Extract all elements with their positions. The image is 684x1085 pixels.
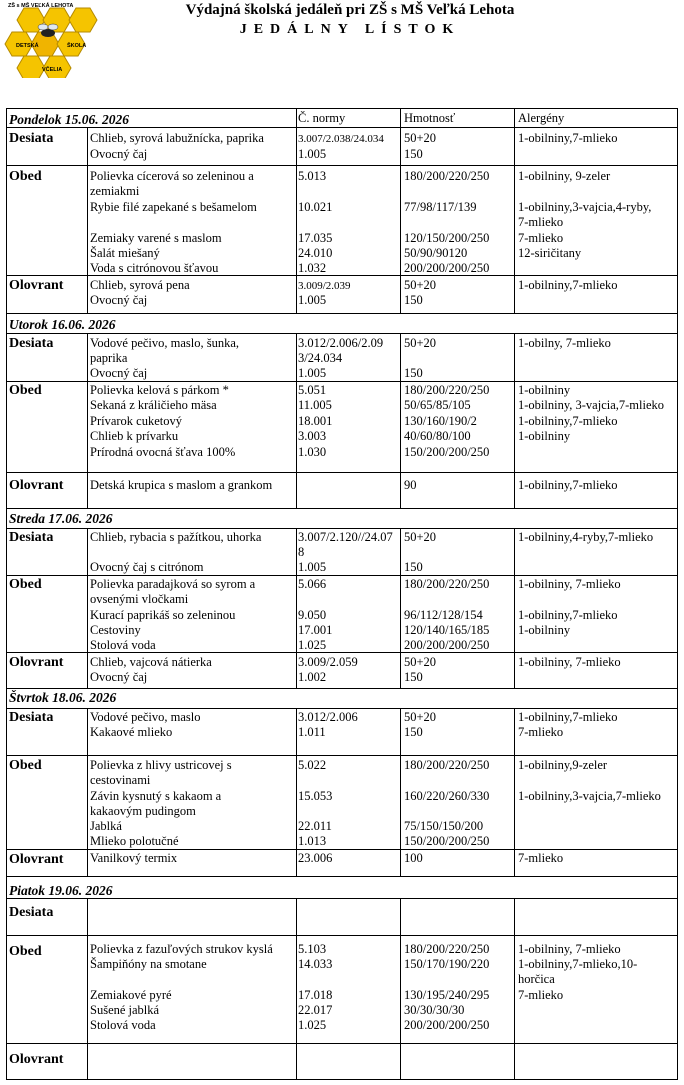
svg-text:VČELIA: VČELIA [42,67,63,73]
dish: Jablká [90,819,122,833]
weight: 180/200/220/250 [404,942,490,956]
norm: 17.018 [298,988,333,1002]
weight: 150 [404,560,423,574]
table-rule [6,508,678,509]
meal-label: Desiata [9,530,54,545]
norm: 15.053 [298,789,333,803]
allergens: 1-obilniny,7-mlieko,10- [518,957,638,971]
page-subtitle: JEDÁLNY LÍSTOK [239,22,461,37]
dish: Polievka z hlivy ustricovej s [90,758,232,772]
dish: Cestoviny [90,623,141,637]
dish: Ovocný čaj [90,293,148,307]
table-rule [6,755,678,756]
dish: Detská krupica s maslom a grankom [90,478,273,492]
norm: 3.012/2.006/2.09 [298,336,384,350]
day-label: Štvrtok 18.06. 2026 [9,690,117,705]
norm: 1.011 [298,725,326,739]
dish: Ovocný čaj [90,366,148,380]
norm: 10.021 [298,200,333,214]
dish: Vanilkový termix [90,851,178,865]
norm: 3.003 [298,429,327,443]
svg-text:ŠKOLA: ŠKOLA [67,43,87,49]
dish: Šalát miešaný [90,246,160,260]
column-header-norm: Č. normy [298,111,346,125]
weight: 30/30/30/30 [404,1003,465,1017]
weight: 150/200/200/250 [404,445,490,459]
dish: Ovocný čaj [90,147,148,161]
meal-label: Obed [9,169,42,184]
day-label: Streda 17.06. 2026 [9,511,113,526]
weight: 120/140/165/185 [404,623,490,637]
weight: 160/220/260/330 [404,789,490,803]
weight: 50+20 [404,655,437,669]
school-logo [4,2,98,78]
norm: 5.066 [298,577,327,591]
allergens: 1-obilniny, 9-zeler [518,169,611,183]
weight: 96/112/128/154 [404,608,483,622]
table-rule [87,898,88,1080]
norm: 1.005 [298,366,327,380]
norm: 5.013 [298,169,327,183]
allergens: 1-obilniny, 7-mlieko [518,942,621,956]
weight: 150 [404,147,423,161]
weight: 180/200/220/250 [404,169,490,183]
meal-label: Olovrant [9,655,64,670]
allergens: 1-obilniny,7-mlieko [518,278,618,292]
weight: 40/60/80/100 [404,429,471,443]
norm: 22.017 [298,1003,333,1017]
dish: Vodové pečivo, maslo, šunka, [90,336,240,350]
meal-label: Obed [9,383,42,398]
table-rule [6,313,678,314]
allergens: 1-obilniny,7-mlieko [518,710,618,724]
dish: Rybie filé zapekané s bešamelom [90,200,257,214]
meal-label: Desiata [9,336,54,351]
weight: 200/200/200/250 [404,261,490,275]
dish: Závin kysnutý s kakaom a [90,789,222,803]
dish: Polievka z fazuľových strukov kyslá [90,942,273,956]
norm: 3.007/2.120//24.07 [298,530,393,544]
table-rule [400,108,401,313]
allergens: 1-obilniny [518,383,571,397]
norm: 5.022 [298,758,327,772]
allergens: 1-obilniny,3-vajcia,4-ryby, [518,200,652,214]
table-rule [6,935,678,936]
weight: 180/200/220/250 [404,758,490,772]
weight: 120/150/200/250 [404,231,490,245]
allergens: 1-obilniny, 7-mlieko [518,655,621,669]
table-rule [400,528,401,688]
allergens: 1-obilniny [518,623,571,637]
norm: 1.025 [298,638,327,652]
table-rule [296,708,297,876]
dish: Stolová voda [90,638,156,652]
dish: Polievka paradajková so syrom a [90,577,256,591]
norm: 1.032 [298,261,327,275]
table-rule [6,472,678,473]
norm: 14.033 [298,957,333,971]
weight: 150 [404,725,423,739]
weight: 75/150/150/200 [404,819,484,833]
allergens: 1-obilniny,9-zeler [518,758,608,772]
norm: 9.050 [298,608,327,622]
dish: Mlieko polotučné [90,834,179,848]
table-rule [6,165,678,166]
allergens: 7-mlieko [518,725,564,739]
weight: 77/98/117/139 [404,200,477,214]
table-rule [296,108,297,313]
norm: 17.035 [298,231,333,245]
norm: 1.005 [298,560,327,574]
dish: Sušené jablká [90,1003,160,1017]
allergens: 7-mlieko [518,851,564,865]
meal-label: Obed [9,944,42,959]
norm: 1.013 [298,834,327,848]
table-rule [400,898,401,1080]
norm: 17.001 [298,623,333,637]
table-rule [514,898,515,1080]
column-header-allergens: Alergény [518,111,565,125]
dish: Chlieb k prívarku [90,429,179,443]
allergens: 1-obilniny,3-vajcia,7-mlieko [518,789,661,803]
weight: 200/200/200/250 [404,1018,490,1032]
dish: ovsenými vločkami [90,592,189,606]
norm: 1.005 [298,147,327,161]
weight: 180/200/220/250 [404,577,490,591]
table-rule [400,708,401,876]
allergens: 1-obilniny,7-mlieko [518,478,618,492]
table-rule [6,528,678,529]
day-label: Pondelok 15.06. 2026 [9,112,129,127]
day-label: Piatok 19.06. 2026 [9,883,113,898]
meal-label: Desiata [9,905,54,920]
dish: Prívarok cuketový [90,414,182,428]
table-rule [87,708,88,876]
dish: Vodové pečivo, maslo [90,710,201,724]
weight: 100 [404,851,423,865]
meal-label: Olovrant [9,852,64,867]
table-rule [514,333,515,508]
weight: 50+20 [404,530,437,544]
allergens: 1-obilniny [518,429,571,443]
norm: 23.006 [298,851,333,865]
meal-label: Olovrant [9,478,64,493]
table-rule [6,708,678,709]
meal-label: Obed [9,758,42,773]
weight: 50/90/90120 [404,246,468,260]
norm: 18.001 [298,414,333,428]
meal-label: Olovrant [9,1052,64,1067]
table-rule [87,528,88,688]
norm: 1.025 [298,1018,327,1032]
weight: 90 [404,478,417,492]
allergens: 1-obilniny,7-mlieko [518,608,618,622]
dish: Ovocný čaj [90,670,148,684]
allergens: 1-obilniny,7-mlieko [518,131,618,145]
allergens: 7-mlieko [518,231,564,245]
table-rule [6,333,678,334]
dish: Polievka kelová s párkom * [90,383,229,397]
norm: 3.009/2.059 [298,655,358,669]
table-rule [296,333,297,508]
dish: Voda s citrónovou šťavou [90,261,219,275]
norm: 1.030 [298,445,327,459]
table-rule [6,1043,678,1044]
dish: Chlieb, syrová labužnícka, paprika [90,131,264,145]
table-rule [296,898,297,1080]
norm: 24.010 [298,246,333,260]
table-rule [514,108,515,313]
table-rule [6,688,678,689]
allergens: 1-obilniny,7-mlieko [518,414,618,428]
meal-label: Obed [9,577,42,592]
allergens: 1-obilniny, 3-vajcia,7-mlieko [518,398,665,412]
allergens: 1-obilny, 7-mlieko [518,336,611,350]
table-rule [6,876,678,877]
weight: 50/65/85/105 [404,398,471,412]
day-label: Utorok 16.06. 2026 [9,317,116,332]
weight: 200/200/200/250 [404,638,490,652]
dish: Zemiaky varené s maslom [90,231,222,245]
weight: 150 [404,293,423,307]
weight: 130/160/190/2 [404,414,477,428]
norm: 1.002 [298,670,327,684]
weight: 150/170/190/220 [404,957,490,971]
allergens: 1-obilniny, 7-mlieko [518,577,621,591]
dish: cestovinami [90,773,151,787]
dish: Prírodná ovocná šťava 100% [90,445,236,459]
dish: Ovocný čaj s citrónom [90,560,204,574]
allergens: 7-mlieko [518,988,564,1002]
table-rule [514,528,515,688]
column-header-weight: Hmotnosť [404,111,456,125]
dish: Polievka cícerová so zeleninou a [90,169,254,183]
dish: paprika [90,351,128,365]
page-title: Výdajná školská jedáleň pri ZŠ s MŠ Veľká Lehota [185,2,515,18]
dish: Kurací paprikáš so zeleninou [90,608,236,622]
weight: 180/200/220/250 [404,383,490,397]
dish: Stolová voda [90,1018,156,1032]
dish: Chlieb, vajcová nátierka [90,655,212,669]
table-rule [87,333,88,508]
dish: zemiakmi [90,184,140,198]
norm: 1.005 [298,293,327,307]
meal-label: Desiata [9,131,54,146]
table-rule [87,127,88,313]
norm: 11.005 [298,398,332,412]
norm: 3.009/2.039 [298,280,351,292]
svg-text:DETSKÁ: DETSKÁ [16,43,39,49]
norm: 3.012/2.006 [298,710,358,724]
allergens: 12-siričitany [518,246,582,260]
table-rule [296,528,297,688]
weight: 50+20 [404,336,437,350]
allergens: 1-obilniny,4-ryby,7-mlieko [518,530,654,544]
weight: 130/195/240/295 [404,988,490,1002]
meal-label: Desiata [9,710,54,725]
weight: 50+20 [404,131,437,145]
table-rule [514,708,515,876]
dish: Chlieb, rybacia s pažítkou, uhorka [90,530,262,544]
allergens: horčica [518,972,555,986]
weight: 50+20 [404,710,437,724]
dish: kakaovým pudingom [90,804,196,818]
norm: 8 [298,545,305,559]
norm: 5.051 [298,383,327,397]
norm: 3/24.034 [298,351,343,365]
table-rule [400,333,401,508]
dish: Sekaná z králičieho mäsa [90,398,217,412]
weight: 50+20 [404,278,437,292]
svg-text:ZŠ s MŠ VEĽKÁ LEHOTA: ZŠ s MŠ VEĽKÁ LEHOTA [8,3,74,9]
norm: 5.103 [298,942,327,956]
dish: Chlieb, syrová pena [90,278,190,292]
norm: 3.007/2.038/24.034 [298,133,384,145]
weight: 150 [404,366,423,380]
dish: Kakaové mlieko [90,725,173,739]
weight: 150/200/200/250 [404,834,490,848]
dish: Šampiňóny na smotane [90,957,207,971]
dish: Zemiakové pyré [90,988,172,1002]
meal-label: Olovrant [9,278,64,293]
norm: 22.011 [298,819,332,833]
allergens: 7-mlieko [518,215,564,229]
weight: 150 [404,670,423,684]
